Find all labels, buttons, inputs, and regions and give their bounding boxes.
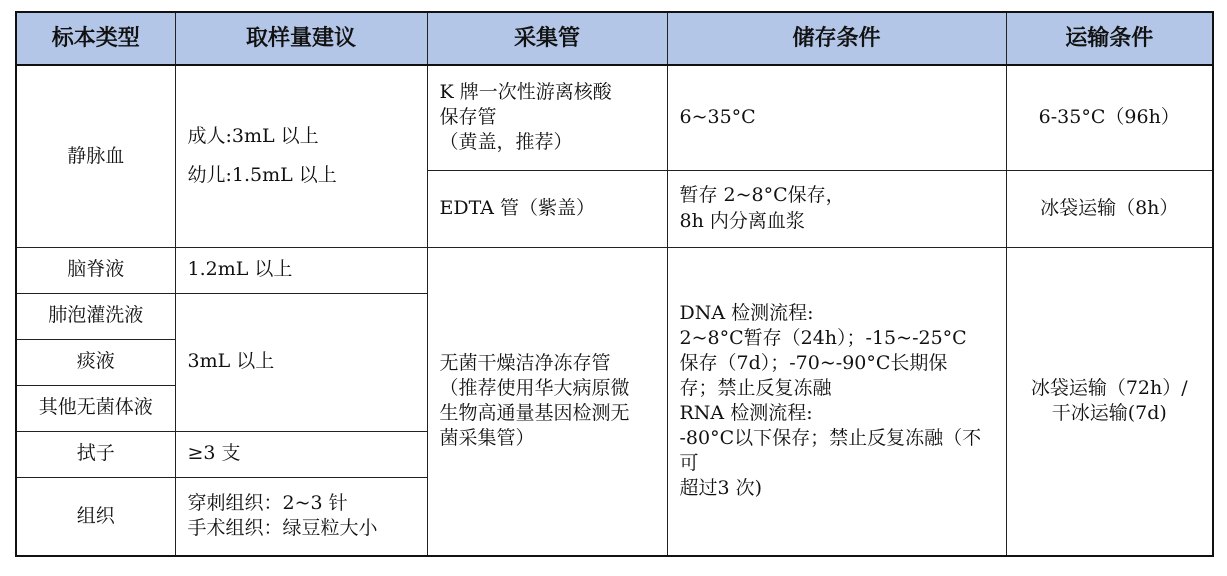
storage-line: 8h 内分离血浆 xyxy=(679,209,805,232)
sample-volume-cell: 3mL 以上 xyxy=(175,293,427,431)
specimen-type-cell: 肺泡灌洗液 xyxy=(16,293,175,339)
storage-line: 存；禁止反复冻融 xyxy=(679,377,832,400)
volume-line: 穿刺组织：2~3 针 xyxy=(187,492,348,515)
storage-line: 暂存 2~8°C保存， xyxy=(679,184,845,207)
header-specimen-type: 标本类型 xyxy=(16,12,175,65)
storage-line: 2~8°C暂存（24h）；-15~-25°C xyxy=(679,327,967,350)
specimen-requirements-table xyxy=(15,11,1214,557)
storage-line: DNA 检测流程: xyxy=(679,301,814,324)
storage-cell: 6~35°C xyxy=(667,65,1006,170)
transport-cell: 6-35°C（96h） xyxy=(1006,65,1213,170)
table-row xyxy=(16,65,1213,170)
header-row xyxy=(16,12,1213,65)
volume-line: 成人:3mL 以上 xyxy=(187,125,319,148)
tube-line: 生物高通量基因检测无 xyxy=(439,402,630,425)
tube-line: K 牌一次性游离核酸 xyxy=(439,81,612,104)
table-row xyxy=(16,247,1213,293)
tube-line: 保存管 xyxy=(439,106,497,129)
storage-line: 保存（7d）；-70~-90°C长期保 xyxy=(679,352,948,375)
specimen-type-cell: 脑脊液 xyxy=(16,247,175,293)
transport-line: 干冰运输(7d) xyxy=(1051,402,1167,425)
specimen-type-cell: 组织 xyxy=(16,477,175,556)
collection-tube-cell xyxy=(427,65,667,170)
transport-line: 冰袋运输（72h）/ xyxy=(1030,377,1188,400)
sample-volume-cell: 1.2mL 以上 xyxy=(175,247,427,293)
storage-line: -80°C以下保存；禁止反复冻融（不可 xyxy=(679,427,982,475)
tube-line: 菌采集管） xyxy=(439,427,535,450)
header-collection-tube: 采集管 xyxy=(427,12,667,65)
header-transport-conditions: 运输条件 xyxy=(1006,12,1213,65)
volume-line: 手术组织：绿豆粒大小 xyxy=(187,517,378,540)
storage-line: RNA 检测流程: xyxy=(679,402,813,425)
sample-volume-cell xyxy=(175,477,427,556)
tube-line: （黄盖，推荐） xyxy=(439,131,573,154)
collection-tube-cell: EDTA 管（紫盖） xyxy=(427,170,667,247)
header-storage-conditions: 储存条件 xyxy=(667,12,1006,65)
specimen-type-cell: 其他无菌体液 xyxy=(16,385,175,431)
storage-line: 超过3 次) xyxy=(679,477,763,500)
transport-cell xyxy=(1006,247,1213,556)
specimen-type-cell: 静脉血 xyxy=(16,65,175,247)
sample-volume-cell: ≥3 支 xyxy=(175,431,427,477)
sample-volume-cell xyxy=(175,65,427,247)
specimen-type-cell: 拭子 xyxy=(16,431,175,477)
storage-cell xyxy=(667,247,1006,556)
tube-line: 无菌干燥洁净冻存管 xyxy=(439,352,611,375)
collection-tube-cell xyxy=(427,247,667,556)
storage-cell xyxy=(667,170,1006,247)
tube-line: （推荐使用华大病原微 xyxy=(439,377,630,400)
volume-line: 幼儿:1.5mL 以上 xyxy=(187,164,337,187)
header-sample-volume: 取样量建议 xyxy=(175,12,427,65)
transport-cell: 冰袋运输（8h） xyxy=(1006,170,1213,247)
specimen-type-cell: 痰液 xyxy=(16,339,175,385)
